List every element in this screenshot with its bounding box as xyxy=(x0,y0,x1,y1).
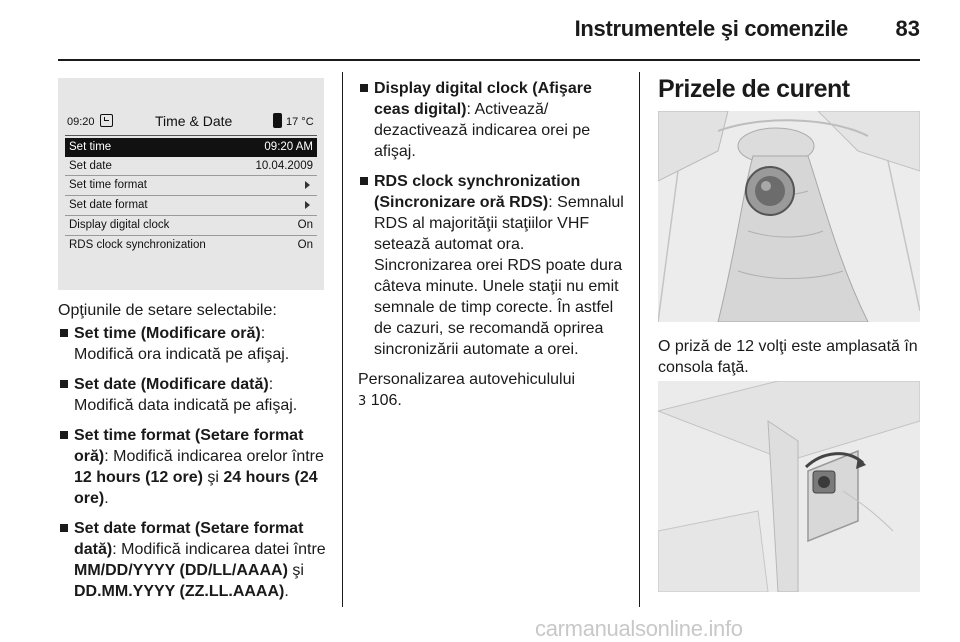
item-description: : Modifică indicarea datei între xyxy=(112,541,326,558)
menu-row-label: Set date format xyxy=(69,199,148,211)
display-status-bar xyxy=(65,111,317,137)
time-date-screen-figure xyxy=(58,78,324,290)
menu-row-value: On xyxy=(297,219,313,231)
cross-reference[interactable] xyxy=(358,369,624,412)
list-item xyxy=(358,78,624,162)
list-item xyxy=(58,323,328,365)
item-description: şi xyxy=(287,562,304,579)
menu-row-value: On xyxy=(297,239,313,251)
center-console-illustration xyxy=(658,111,920,322)
menu-row-display-digital-clock[interactable] xyxy=(65,216,317,236)
item-description: . xyxy=(284,583,289,600)
bullet-square-icon xyxy=(360,84,368,92)
header-rule xyxy=(58,59,920,61)
checkbox-icon xyxy=(100,114,113,127)
item-term: 12 hours (12 ore) xyxy=(74,469,203,486)
page-number: 83 xyxy=(895,16,920,41)
menu-row-value: 09:20 AM xyxy=(264,141,313,153)
item-description: . xyxy=(104,490,109,507)
menu-row-label: RDS clock synchronization xyxy=(69,239,206,251)
options-intro: Opţiunile de setare selectabile: xyxy=(58,302,277,319)
item-term: DD.MM.YYYY (ZZ.LL.AAAA) xyxy=(74,583,285,600)
bullet-square-icon xyxy=(60,329,68,337)
rear-console-illustration xyxy=(658,381,920,592)
item-term: Set time (Modificare oră) xyxy=(74,325,261,342)
menu-row-label: Set time format xyxy=(69,179,147,191)
column-divider-1 xyxy=(342,72,343,607)
item-term: RDS clock synchronization (Sincronizare oră RDS) xyxy=(374,173,581,211)
thermometer-icon xyxy=(273,113,282,128)
column-divider-2 xyxy=(639,72,640,607)
display-divider xyxy=(65,135,317,136)
bullet-square-icon xyxy=(60,380,68,388)
left-column xyxy=(58,300,328,611)
item-description: : Semnalul RDS al majorităţii staţiilor VHF setează automat ora. xyxy=(374,194,624,253)
menu-row-rds-clock-sync[interactable] xyxy=(65,236,317,256)
item-description: : Modifică data indicată pe afişaj. xyxy=(74,376,298,414)
item-description: şi xyxy=(202,469,224,486)
display-clock: 09:20 xyxy=(67,116,95,128)
cross-reference-page: 106. xyxy=(370,392,402,409)
page-reference-arrow-icon: 3 xyxy=(358,394,367,409)
page-header-title: Instrumentele şi comenzile xyxy=(574,16,848,41)
item-term: Display digital clock (Afişare ceas digital) xyxy=(374,80,592,118)
menu-row-value: 10.04.2009 xyxy=(255,160,313,172)
outlet-caption: O priză de 12 volţi este amplasată în consola faţă. xyxy=(658,338,918,376)
options-list xyxy=(58,323,328,602)
item-term: 24 hours (24 ore) xyxy=(74,469,318,507)
item-description: : Modifică indicarea orelor între xyxy=(104,448,324,465)
menu-row-set-date-format[interactable] xyxy=(65,196,317,216)
item-term: Set date format (Setare format dată) xyxy=(74,520,304,558)
menu-row-label: Set time xyxy=(69,141,112,153)
watermark-brand: carmanualsonline.info xyxy=(535,616,743,641)
bullet-square-icon xyxy=(60,524,68,532)
middle-column xyxy=(358,78,624,412)
menu-row-set-time-format[interactable] xyxy=(65,176,317,196)
menu-row-set-date[interactable] xyxy=(65,157,317,176)
chevron-right-icon xyxy=(305,201,310,209)
item-description: : Activează/ dezactivează indicarea orei pe afişaj. xyxy=(374,101,591,160)
list-item xyxy=(58,374,328,416)
item-term: Set time format (Setare format oră) xyxy=(74,427,304,465)
menu-row-set-time[interactable] xyxy=(65,138,317,157)
item-term: Set date (Modificare dată) xyxy=(74,376,269,393)
section-title: Prizele de curent xyxy=(658,75,850,103)
list-item xyxy=(58,518,328,602)
menu-row-label: Display digital clock xyxy=(69,219,170,231)
item-description: : Modifică ora indicată pe afişaj. xyxy=(74,325,290,363)
menu-row-label: Set date xyxy=(69,160,112,172)
bullet-square-icon xyxy=(60,431,68,439)
display-heading: Time & Date xyxy=(155,113,233,129)
chevron-right-icon xyxy=(305,181,310,189)
item-note: Sincronizarea orei RDS poate dura câteva minute. Unele staţii nu emit semnale de timp corecte. În astfel de cazuri, se recomandă oprirea sincronizării automate a orei. xyxy=(374,257,623,358)
list-item xyxy=(358,171,624,360)
item-term: MM/DD/YYYY (DD/LL/AAAA) xyxy=(74,562,288,579)
bullet-square-icon xyxy=(360,177,368,185)
cross-reference-text: Personalizarea autovehiculului xyxy=(358,371,576,388)
rear-outlet-photo xyxy=(658,381,920,592)
options-list-continued xyxy=(358,78,624,360)
display-temperature: 17 °C xyxy=(286,116,314,128)
power-outlet-photo xyxy=(658,111,920,322)
list-item xyxy=(58,425,328,509)
